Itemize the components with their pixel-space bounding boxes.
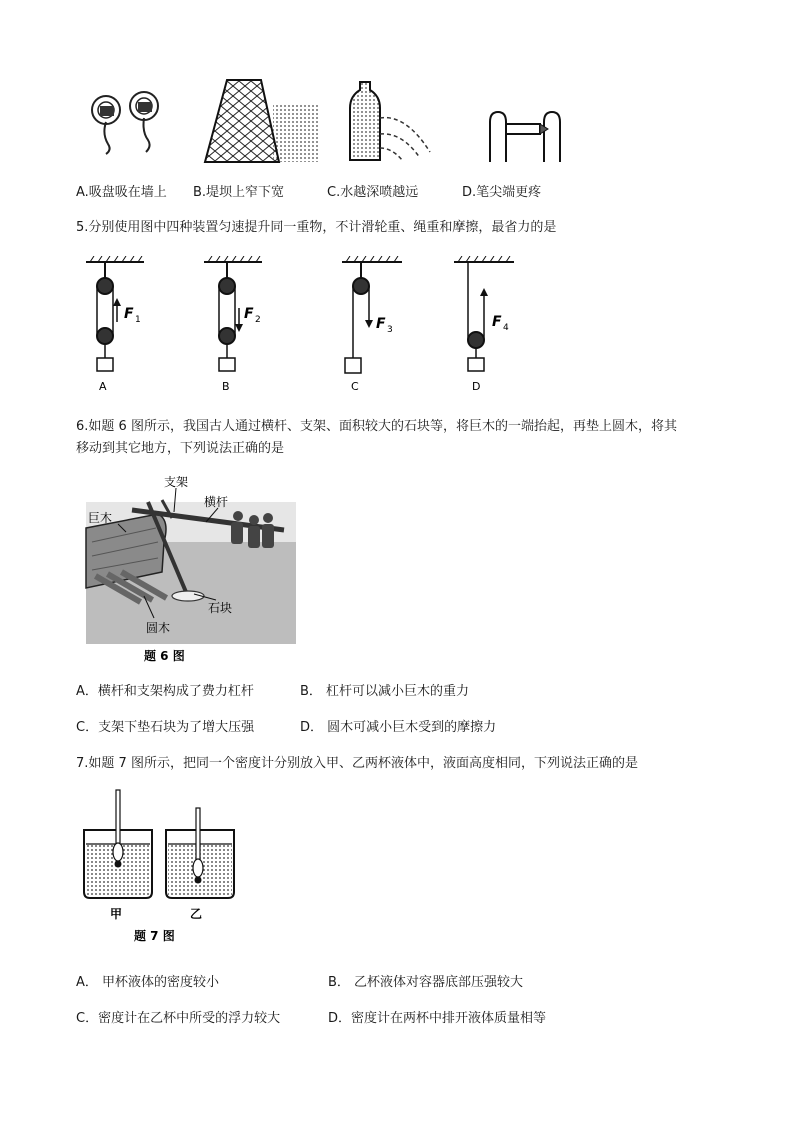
q6-label-shikuai: 石块 — [208, 601, 233, 615]
q5-b-letter: B — [222, 380, 230, 393]
q6-option-b: B． 杠杆可以减小巨木的重力 — [300, 684, 470, 699]
q5-d-force-label: F — [492, 314, 502, 330]
q4-figure-pencil-fingers — [486, 106, 566, 164]
q6-label-zhijia: 支架 — [164, 475, 189, 489]
q5-c-force-label: F — [376, 316, 386, 332]
q6-stem-line1: 6.如题 6 图所示，我国古人通过横杆、支架、面积较大的石块等，将巨木的一端抬起，再垫上圆木，将其 — [76, 419, 677, 434]
q7-option-d: D．密度计在两杯中排开液体质量相等 — [328, 1011, 547, 1026]
q6-caption: 题 6 图 — [144, 649, 185, 663]
q7-figure — [78, 788, 238, 948]
q5-b-force-label: F — [244, 306, 254, 322]
q5-figure-b — [202, 256, 274, 394]
q6-option-d: D． 圆木可减小巨木受到的摩擦力 — [300, 720, 497, 735]
q4-figure-bottle-spray — [348, 78, 440, 164]
q7-label-yi: 乙 — [190, 907, 203, 921]
q4-figure-suction-cups — [84, 82, 176, 162]
q7-option-a: A． 甲杯液体的密度较小 — [76, 975, 220, 990]
q5-c-letter: C — [351, 380, 359, 393]
q5-a-force-sub: 1 — [135, 315, 141, 325]
q5-d-force-sub: 4 — [503, 323, 509, 333]
q7-label-jia: 甲 — [110, 907, 123, 921]
q5-stem: 5.分别使用图中四种装置匀速提升同一重物，不计滑轮重、绳重和摩擦，最省力的是 — [76, 220, 557, 235]
q5-figure-c — [340, 256, 412, 394]
q6-option-a: A．横杆和支架构成了费力杠杆 — [76, 684, 254, 699]
q5-figure-d — [452, 256, 524, 394]
q5-figure-a — [84, 256, 156, 394]
q5-b-force-sub: 2 — [255, 315, 261, 325]
q7-option-c: C．密度计在乙杯中所受的浮力较大 — [76, 1011, 281, 1026]
q6-label-yuanmu: 圆木 — [146, 621, 171, 635]
q4-figure-dam — [203, 76, 321, 164]
q7-option-b: B． 乙杯液体对容器底部压强较大 — [328, 975, 524, 990]
q5-a-letter: A — [99, 380, 107, 393]
q4-option-b: B.堤坝上窄下宽 — [193, 185, 285, 200]
q6-stem-line2: 移动到其它地方，下列说法正确的是 — [76, 441, 285, 456]
q6-figure — [78, 472, 298, 668]
q5-a-force-label: F — [124, 306, 134, 322]
q7-caption: 题 7 图 — [134, 929, 175, 943]
q6-option-c: C．支架下垫石块为了增大压强 — [76, 720, 255, 735]
q4-option-d: D.笔尖端更疼 — [462, 185, 542, 200]
q6-label-jumu: 巨木 — [88, 511, 113, 525]
q4-option-c: C.水越深喷越远 — [327, 185, 419, 200]
q4-option-a: A.吸盘吸在墙上 — [76, 185, 167, 200]
q5-c-force-sub: 3 — [387, 325, 393, 335]
q5-d-letter: D — [472, 380, 481, 393]
q7-stem: 7.如题 7 图所示，把同一个密度计分别放入甲、乙两杯液体中，液面高度相同，下列说法正确的是 — [76, 756, 638, 771]
q6-label-henggan: 横杆 — [204, 495, 229, 509]
